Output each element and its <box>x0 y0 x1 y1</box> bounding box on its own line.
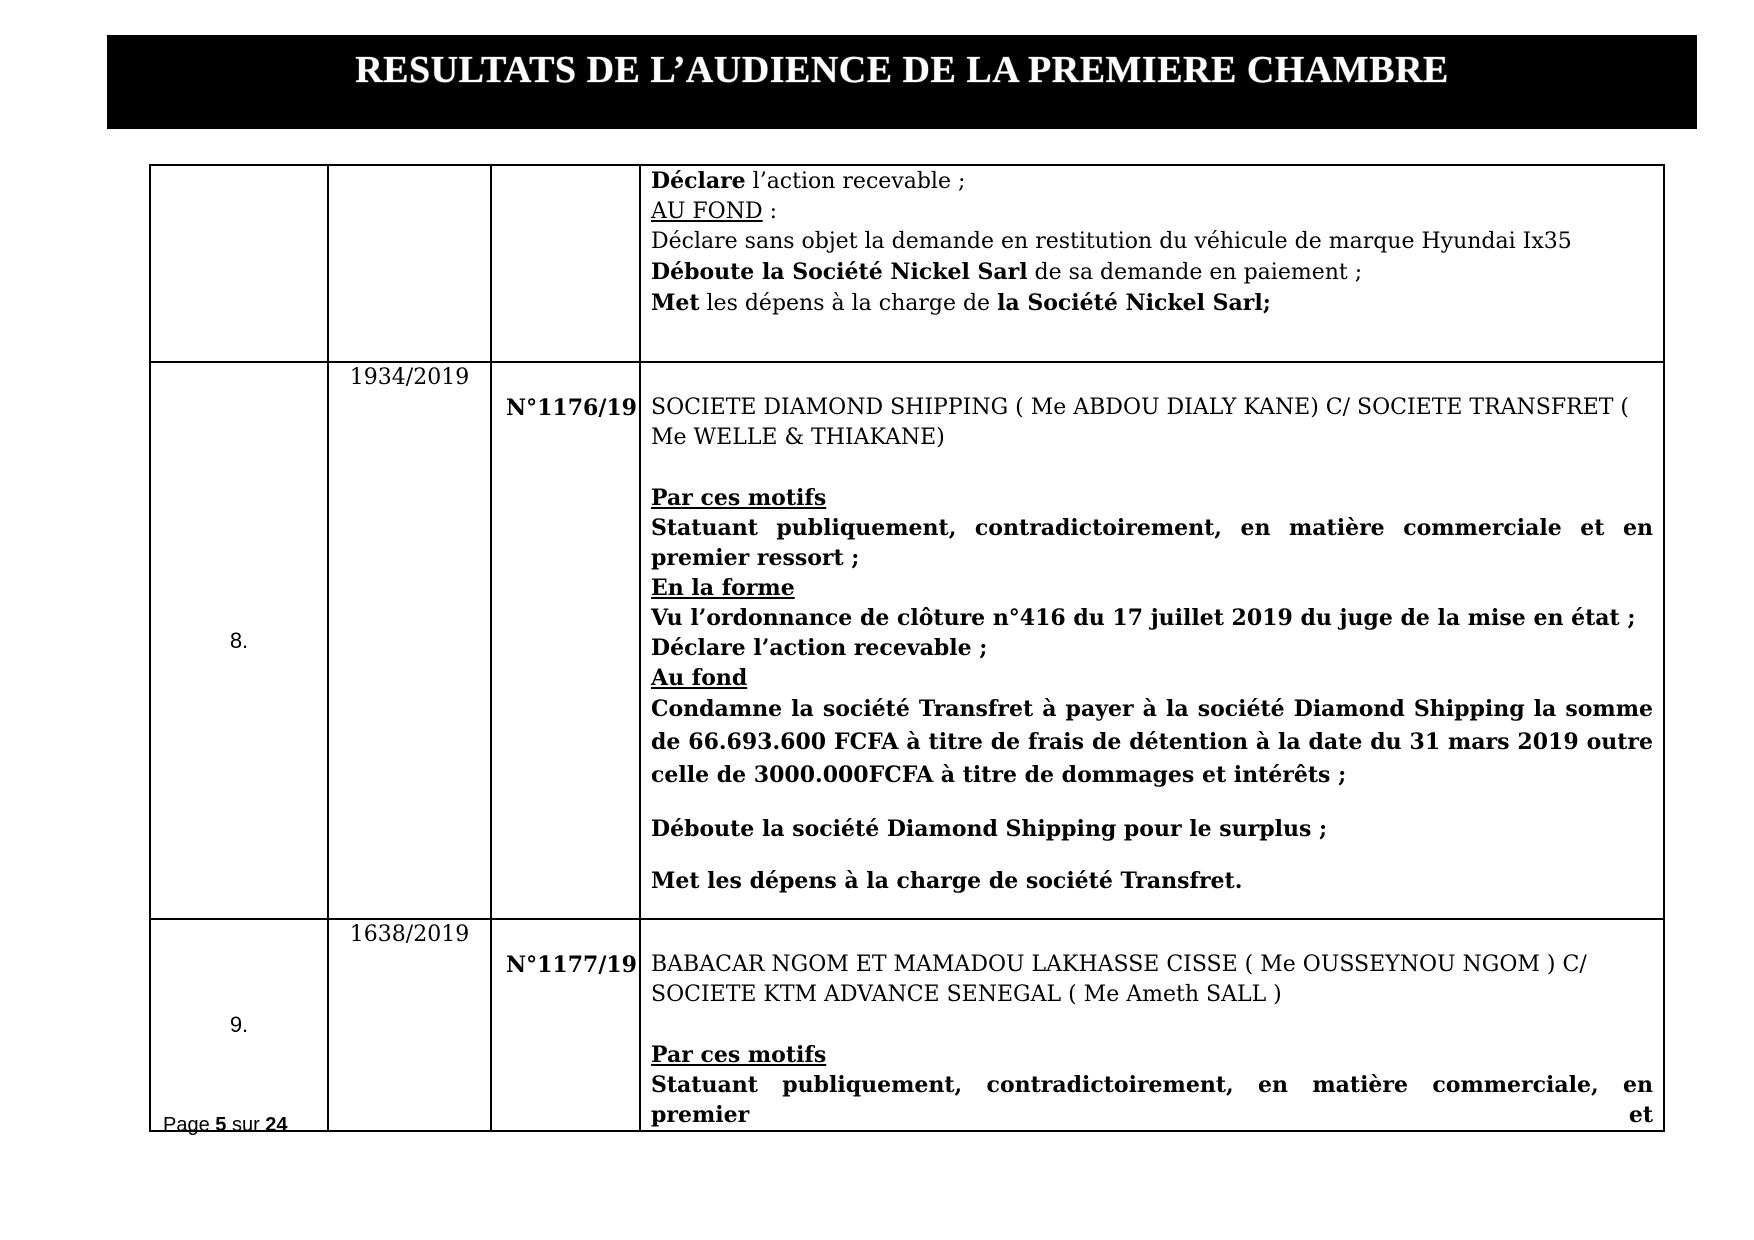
ruling-line: Déclare sans objet la demande en restitution du véhicule de marque Hyundai Ix35 <box>651 229 1572 254</box>
ruling-line: Condamne la société Transfret à payer à la société Diamond Shipping la somme de 66.693.600 FCFA à titre de frais de détention à la date du 31 mars 2019 outre celle de 3000.000FCFA à titre de dommages et intérêts ; <box>651 696 1653 788</box>
case-number: 9. <box>229 1012 249 1037</box>
section-heading: AU FOND <box>651 199 763 224</box>
registry-number: 1934/2019 <box>349 365 470 390</box>
section-heading: Au fond <box>651 665 748 691</box>
table-row <box>150 362 1664 919</box>
ruling-line <box>651 197 1653 227</box>
decision-cell <box>491 362 640 919</box>
page-title: RESULTATS DE L’AUDIENCE DE LA PREMIERE CHAMBRE <box>355 49 1449 91</box>
registry-cell <box>328 362 491 919</box>
footer-page-label: Page <box>163 1114 216 1136</box>
footer-of-label: sur <box>226 1114 266 1136</box>
registry-cell <box>328 165 491 362</box>
ruling-text: les dépens à la charge de <box>699 291 998 316</box>
parties: BABACAR NGOM ET MAMADOU LAKHASSE CISSE ( Me OUSSEYNOU NGOM ) C/ SOCIETE KTM ADVANCE SENEGAL ( Me Ameth SALL ) <box>651 952 1587 1007</box>
page-footer <box>163 1114 288 1137</box>
ruling-line <box>651 166 1653 197</box>
ruling-line <box>651 288 1653 319</box>
ruling-line: Statuant publiquement, contradictoirement, en matière commerciale, en premier et <box>651 1072 1653 1128</box>
ruling-text-cell <box>640 919 1664 1131</box>
section-heading: Par ces motifs <box>651 1042 827 1068</box>
ruling-text: : <box>762 199 778 224</box>
decision-cell <box>491 919 640 1131</box>
ruling-text: de sa demande en paiement ; <box>1027 260 1363 285</box>
ruling-bold: Déclare <box>651 168 746 194</box>
decision-number <box>492 166 639 196</box>
section-heading: En la forme <box>651 575 795 601</box>
decision-number: N°1177/19 <box>506 952 637 978</box>
case-number: 8. <box>229 627 249 653</box>
ruling-bold: Met <box>651 290 700 316</box>
parties: SOCIETE DIAMOND SHIPPING ( Me ABDOU DIALY KANE) C/ SOCIETE TRANSFRET ( Me WELLE & THIAKANE) <box>651 395 1630 450</box>
ruling-line: Vu l’ordonnance de clôture n°416 du 17 juillet 2019 du juge de la mise en état ; <box>651 605 1636 631</box>
table-row <box>150 919 1664 1131</box>
ruling-line: Déclare l’action recevable ; <box>651 635 988 661</box>
ruling-bold: la Société Nickel Sarl; <box>997 290 1271 316</box>
registry-number: 1638/2019 <box>349 922 470 947</box>
ruling-text: l’action recevable ; <box>745 169 966 194</box>
ruling-line <box>651 257 1653 288</box>
case-number-cell <box>150 919 328 1131</box>
ruling-text-cell <box>640 165 1664 362</box>
decision-number: N°1176/19 <box>506 395 637 421</box>
ruling-bold: Déboute la Société Nickel Sarl <box>651 259 1028 285</box>
case-number-cell <box>150 362 328 919</box>
ruling-line: Met les dépens à la charge de société Transfret. <box>651 868 1243 894</box>
results-table <box>149 164 1665 1132</box>
current-page-number: 5 <box>215 1114 227 1136</box>
total-pages: 24 <box>265 1114 288 1136</box>
ruling-text-cell <box>640 362 1664 919</box>
registry-cell <box>328 919 491 1131</box>
section-heading: Par ces motifs <box>651 485 827 511</box>
header-band <box>107 35 1697 129</box>
decision-cell <box>491 165 640 362</box>
ruling-line: Statuant publiquement, contradictoirement, en matière commerciale et en premier ressort ; <box>651 515 1653 571</box>
ruling-line: Déboute la société Diamond Shipping pour le surplus ; <box>651 816 1328 842</box>
case-number-cell <box>150 165 328 362</box>
table-row <box>150 165 1664 362</box>
